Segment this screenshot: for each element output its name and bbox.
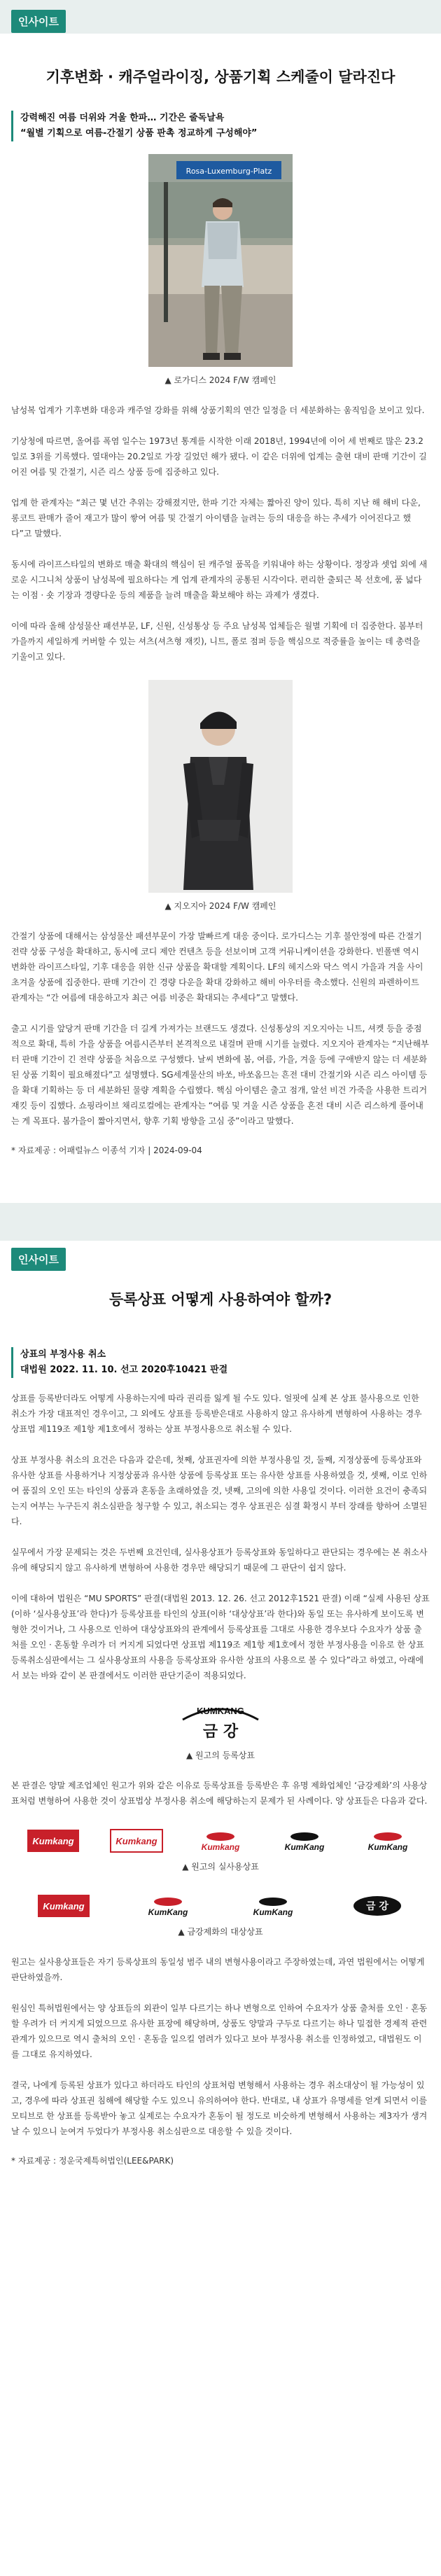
svg-text:Kumkang: Kumkang — [201, 1842, 240, 1852]
kumkang-logo-5 — [361, 1829, 414, 1853]
kumkang-logo-4 — [278, 1829, 331, 1853]
article-title: 기후변화 · 캐주얼라이징, 상품기획 스케줄이 달라진다 — [46, 69, 396, 85]
photo-caption-1: ▲ 로가디스 2024 F/W 캠페인 — [164, 375, 276, 385]
kumkang-logo-2 — [110, 1829, 163, 1853]
lead-line-2: “월별 기획으로 여름-간절기 상품 판촉 정교하게 구성해야” — [20, 128, 258, 139]
kumkang-logo-3 — [194, 1829, 247, 1853]
paragraph: 업계 한 관계자는 “최근 몇 년간 추위는 강해졌지만, 한파 기간 자체는 짧아진 양이 있다. 특히 지난 해 해비 다운, 롱코트 판매가 줄어 재고가 많이 쌓여 여름 및 간절기 아이템을 늘려는 등의 대응을 하는 추세가 이어진다고 했다”고 말했다. — [11, 498, 421, 538]
svg-text:KumKang: KumKang — [253, 1907, 293, 1917]
registered-trademark-image — [178, 1699, 262, 1745]
actual-use-marks-row — [11, 1824, 430, 1858]
street-sign-text: Rosa-Luxemburg-Platz — [186, 167, 272, 176]
logo-caption-3: ▲ 금강제화의 대상상표 — [178, 1927, 263, 1937]
lead-line-1: 상표의 부정사용 취소 — [20, 1349, 106, 1360]
article-lead — [11, 1347, 430, 1378]
section-divider — [0, 1203, 441, 1241]
paragraph: 이에 따라 올해 삼성물산 패션부문, LF, 신원, 신성통상 등 주요 남성복 업체들은 월별 기획에 더 집중한다. 봄부터 가을까지 세일하게 커버할 수 있는 셔츠(셔츠형 재킷), 니트, 폴로 점퍼 등을 핵심으로 적중률을 높이는 데 총력을 기울이고 있다. — [11, 621, 424, 662]
kumkang-logo-1 — [27, 1829, 80, 1853]
paragraph: 출고 시기를 앞당겨 판매 기간을 더 길게 가져가는 브랜드도 생겼다. 신성통상의 지오지아는 니트, 셔켓 등을 중점적으로 확대, 특히 가을 상품을 여름시즌부터 본격적으로 내걸며 판매 시기를 늘렸다. 지오지아 관계자는 “지난해부터 판매 기간이 긴 전략 상품을 처음으로 구성했다. 날씨 변화에 봄, 여름, 가을, 겨울 등에 구애받지 않는 더 세분화된 상품 기획이 필요해졌다”고 설명했다. SG세계물산의 바쏘, 바쏘옴므는 흔전 대비 간절기와 시즌 리스 아이템 등을 확대 기획하는 등 더 세분화된 물량 계획을 수립했다. 핵심 아이템은 출고 점개, 알선 비건 가죽을 사용한 트리거 재킷 등이 집했다. 쇼핑라이브 채리로컬에는 관계자는 “여름 및 겨울 시즌 상품을 혼전 대비 시즌 리스하게 풀어내는 게 목표다. 봄가을이 짧아지면서, 향후 기획 방향을 고심 중”이라고 말했다. — [11, 1024, 429, 1126]
paragraph: 기상청에 따르면, 올여름 폭염 일수는 1973년 통계를 시작한 이래 2018년, 1994년에 이어 세 번째로 많은 23.2일로 3위를 기록했다. 열대야는 20.2일로 가장 길었던 해가 됐다. 이 같은 더위에 업계는 출현 대비 판매 기간이 길어진 여름 및 간절기, 시즌 리스 상품 등에 집중하고 있다. — [11, 436, 427, 477]
paragraph: 원고는 실사용상표들은 자기 등록상표의 동일성 범주 내의 변형사용이라고 주장하였는데, 과연 법원에서는 어떻게 판단하였을까. — [11, 1957, 425, 1982]
campaign-photo-2 — [148, 680, 293, 893]
insight-tag[interactable]: 인사이트 — [11, 1248, 66, 1271]
article-lead — [11, 111, 430, 141]
lead-line-2: 대법원 2022. 11. 10. 선고 2020후10421 판결 — [20, 1365, 228, 1375]
kumkang-shoes-logo-4 — [351, 1894, 404, 1918]
kumkang-shoes-logo-1 — [37, 1894, 90, 1918]
paragraph: 원심인 특허법원에서는 양 상표들의 외관이 일부 다르기는 하나 변형으로 인하여 수요자가 상품 출처를 오인 · 혼동할 우려가 더 커지게 되었으므로 유사한 표장에 해당하며, 상품도 양말과 구두로 다르기는 하나 밀접한 경제적 관련관계가 있으므로 역시 출처의 오인 · 혼동을 일으킬 염려가 있다고 보아 부정사용 취소를 인정하였고, 대법원도 이를 그대로 유지하였다. — [11, 2003, 428, 2059]
svg-text:Kumkang: Kumkang — [32, 1836, 74, 1846]
logo-main-en: KUMKANG — [197, 1706, 244, 1716]
kumkang-shoes-logo-2 — [141, 1894, 195, 1918]
campaign-photo-2-image — [148, 680, 293, 893]
logo-caption-1: ▲ 원고의 등록상표 — [186, 1750, 255, 1760]
svg-text:KumKang: KumKang — [368, 1842, 408, 1852]
paragraph: 상표 부정사용 취소의 요건은 다음과 같은데, 첫째, 상표권자에 의한 부정사용일 것, 둘째, 지정상품에 등록상표와 유사한 상표를 사용하거나 지정상품과 유사한 상품에 등록상표 또는 유사한 상표를 사용하였을 것, 셋째, 이로 인하여 품질의 오인 또는 타인의 상품과 혼동을 초래하였을 것, 넷째, 고의에 의한 사용일 것이다. 이러한 요건이 충족되는지 여부는 누구든지 취소심판을 청구할 수 있고, 취소되는 경우 상표권은 심결 확정시 부터 장래를 향하여 소멸된다. — [11, 1455, 428, 1526]
paragraph: 남성복 업계가 기후변화 대응과 캐주얼 강화를 위해 상품기획의 연간 일정을 더 세분화하는 움직임을 보이고 있다. — [11, 405, 425, 415]
photo-caption-2: ▲ 지오지아 2024 F/W 캠페인 — [164, 901, 276, 911]
section-header-2 — [0, 1241, 441, 1269]
campaign-photo-1-image — [148, 154, 293, 367]
paragraph: 상표를 등록받더라도 어떻게 사용하는지에 따라 권리를 잃게 될 수도 있다. 얼핏에 실제 본 상표 불사용으로 인한 취소가 가장 대표적인 경우이고, 그 외에도 상표를 등록받은대로 사용하지 않고 유사하게 변형하여 사용하는 경우 상표법 제119조 제1항 제1호에서 정하는 상표 부정사용으로 취소될 수 있다. — [11, 1393, 422, 1434]
kumkang-shoes-logo-3 — [246, 1894, 300, 1918]
svg-text:Kumkang: Kumkang — [115, 1836, 158, 1846]
source-credit: * 자료제공 : 어패럴뉴스 이종석 기자 | 2024-09-04 — [11, 1146, 202, 1155]
paragraph: 결국, 나에게 등록된 상표가 있다고 하더라도 타인의 상표처럼 변형해서 사용하는 경우 취소대상이 될 가능성이 있고, 경우에 따라 상표권 침해에 해당할 수도 있으니 유의하여야 한다. 반대로, 내 상표가 유명세를 얻게 되면서 이를 모티브로 한 상표를 등록받아 놓고 실제로는 수요자가 혼동이 될 정도로 비슷하게 변형해서 사용하는 제3자가 생겨날 수 있으니 눈여겨 두었다가 부정사용 취소심판으로 대응할 수 있을 것이다. — [11, 2080, 428, 2136]
article-title: 등록상표 어떻게 사용하여야 할까? — [108, 1291, 332, 1308]
logo-caption-2: ▲ 원고의 실사용상표 — [182, 1862, 259, 1872]
paragraph: 간절기 상품에 대해서는 삼성물산 패션부문이 가장 발빠르게 대응 중이다. 로가디스는 기후 불안정에 따른 간절기 전략 상품 구성을 확대하고, 동시에 코디 제안 컨텐츠 등을 선보이며 고객 커뮤니케이션을 강화한다. 빈폴맨 역시 변화한 라이프스타일, 기후 대응을 위한 신규 상품을 확대할 계획이다. LF의 헤지스와 닥스 역시 가을과 겨울 사이 초겨울 상품에 집중한다. 판매 기간이 긴 경량 다운을 확대 강화하고 해비 아우터를 축소했다. 신원의 파렌하이트 관계자는 “간 여름에 대응하고자 최근 여름 비중은 확대되는 추세다”고 말했다. — [11, 931, 424, 1003]
paragraph: 동시에 라이프스타일의 변화로 매출 확대의 핵심이 된 캐주얼 품목을 키워내야 하는 상황이다. 정장과 셋업 외에 새로운 시그니처 상품이 남성복에 필요하다는 게 업계 관계자의 공통된 시각이다. 편리한 출퇴근 복 선호에, 품 넓다는 이점 · 숏 기장과 경량다운 등의 제품을 늘려 매출을 확보해야 하는 과제가 생겼다. — [11, 559, 428, 600]
campaign-photo-1 — [148, 154, 293, 367]
target-marks-row — [11, 1889, 430, 1923]
paragraph: 실무에서 가장 문제되는 것은 두번째 요건인데, 실사용상표가 등록상표와 동일하다고 판단되는 경우에는 본 취소사유에 해당되지 않고 유사하게 변형하여 사용한 경우만 해당되기 때문에 그 판단이 쉽지 않다. — [11, 1547, 428, 1573]
svg-text:KumKang: KumKang — [148, 1907, 188, 1917]
paragraph: 본 판결은 양말 제조업체인 원고가 위와 같은 이유로 등록상표를 등록받은 후 유명 제화업체인 ‘금강제화’의 사용상표처럼 변형하여 사용한 것이 상표법상 부정사용 취소에 해당하는지 문제가 된 사례이다. 양 상표들은 다음과 같다. — [11, 1781, 428, 1806]
svg-text:Kumkang: Kumkang — [43, 1901, 85, 1912]
registered-trademark-logo — [178, 1699, 262, 1745]
svg-text:금 강: 금 강 — [366, 1901, 389, 1912]
article-1 — [0, 0, 441, 1203]
source-credit: * 자료제공 : 정운국제특허법인(LEE&PARK) — [11, 2156, 174, 2166]
section-header-1 — [0, 0, 441, 34]
lead-line-1: 강력해진 여름 더위와 겨울 한파… 기간은 줄독날욕 — [20, 113, 225, 123]
article-2 — [0, 1241, 441, 2166]
logo-main-kr: 금 강 — [202, 1723, 239, 1741]
paragraph: 이에 대하여 법원은 “MU SPORTS” 판결(대법원 2013. 12. 26. 선고 2012후1521 판결) 이래 “실제 사용된 상표(이하 ‘실사용상표’라 한다)가 등록상표를 타인의 상표(이하 ‘대상상표’라 한다)와 동일 또는 유사하게 보이도록 변형한 것이거나, 그 사용으로 인하여 대상상표와의 관계에서 등록상표를 그대로 사용한 경우보다 수요자가 상품 출처를 오인 · 혼동할 우려가 더 커지게 되었다면 상표법 제119조 제1항 제1호에서 정한 부정사용을 이유로 한 상표등록취소심판에서는 그 실사용상표의 사용을 등록상표와 유사한 상표의 사용으로 볼 수 있다”라고 하였고, 아래에서 보는 바와 같이 본 판결에서도 이러한 판단기준이 적용되었다. — [11, 1594, 430, 1680]
insight-tag[interactable]: 인사이트 — [11, 10, 66, 33]
svg-text:KumKang: KumKang — [284, 1842, 324, 1852]
